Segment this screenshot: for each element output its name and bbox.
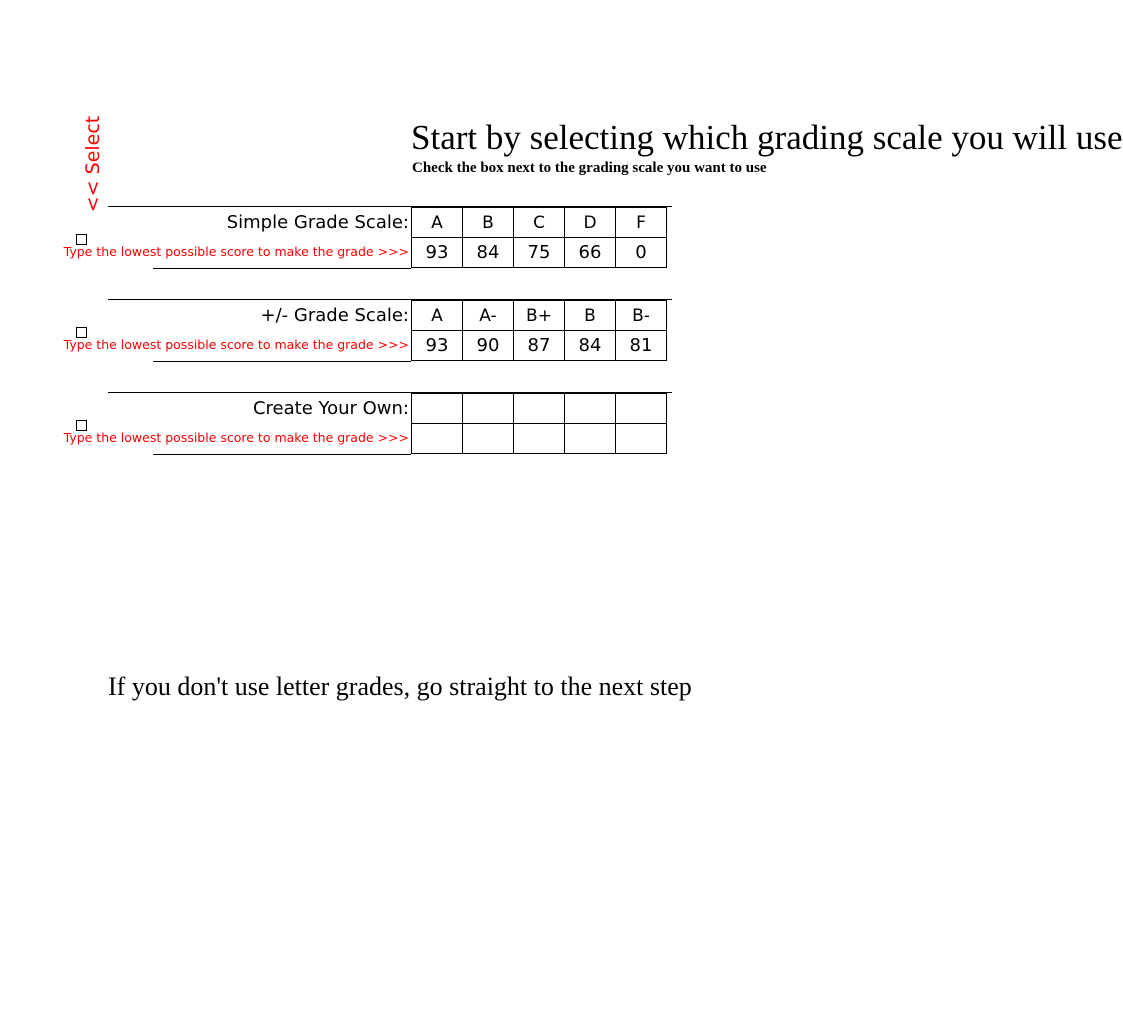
custom-letter-cell[interactable] [412, 394, 463, 424]
simple-letter-cell[interactable]: B [463, 208, 514, 238]
plusminus-score-cell[interactable]: 81 [616, 331, 667, 361]
simple-score-cell[interactable]: 93 [412, 238, 463, 268]
plusminus-letter-cell[interactable]: B- [616, 301, 667, 331]
simple-score-cell[interactable]: 75 [514, 238, 565, 268]
plusminus-scale-hint-text: Type the lowest possible score to make the grade >>> [63, 337, 409, 352]
plusminus-score-row [412, 331, 667, 361]
simple-scale-bottom-divider [153, 268, 411, 269]
plusminus-score-cell[interactable]: 93 [412, 331, 463, 361]
simple-letter-cell[interactable]: A [412, 208, 463, 238]
plusminus-score-cell[interactable]: 90 [463, 331, 514, 361]
custom-scale-hint-text: Type the lowest possible score to make the grade >>> [63, 430, 409, 445]
plusminus-scale-hint [63, 337, 409, 353]
plusminus-score-cell[interactable]: 87 [514, 331, 565, 361]
plusminus-letter-row [412, 301, 667, 331]
no-letter-grades-note: If you don't use letter grades, go straight to the next step [108, 672, 692, 701]
simple-letter-cell[interactable]: D [565, 208, 616, 238]
plusminus-score-cell[interactable]: 84 [565, 331, 616, 361]
custom-score-cell[interactable] [616, 424, 667, 454]
select-side-text: << Select [82, 115, 104, 213]
simple-score-cell[interactable]: 0 [616, 238, 667, 268]
simple-letter-row [412, 208, 667, 238]
custom-scale-grid [411, 393, 667, 454]
plusminus-letter-cell[interactable]: A- [463, 301, 514, 331]
custom-score-cell[interactable] [412, 424, 463, 454]
plusminus-letter-cell[interactable]: B+ [514, 301, 565, 331]
custom-letter-cell[interactable] [463, 394, 514, 424]
plusminus-scale-bottom-divider [153, 361, 411, 362]
custom-score-row [412, 424, 667, 454]
custom-score-cell[interactable] [565, 424, 616, 454]
simple-scale-label: Simple Grade Scale: [226, 212, 409, 233]
custom-score-cell[interactable] [463, 424, 514, 454]
select-side-label [78, 115, 108, 213]
page-title: Start by selecting which grading scale you will use [411, 118, 1123, 157]
plusminus-scale-grid [411, 300, 667, 361]
custom-scale-hint [63, 430, 409, 446]
custom-score-cell[interactable] [514, 424, 565, 454]
simple-score-cell[interactable]: 66 [565, 238, 616, 268]
custom-letter-cell[interactable] [514, 394, 565, 424]
simple-scale-grid [411, 207, 667, 268]
custom-scale-bottom-divider [153, 454, 411, 455]
plusminus-letter-cell[interactable]: B [565, 301, 616, 331]
page-subtitle: Check the box next to the grading scale you want to use [412, 160, 767, 176]
simple-scale-hint-text: Type the lowest possible score to make the grade >>> [63, 244, 409, 259]
simple-scale-hint [63, 244, 409, 260]
simple-score-cell[interactable]: 84 [463, 238, 514, 268]
simple-letter-cell[interactable]: F [616, 208, 667, 238]
plusminus-scale-label: +/- Grade Scale: [260, 305, 409, 326]
simple-letter-cell[interactable]: C [514, 208, 565, 238]
custom-letter-cell[interactable] [616, 394, 667, 424]
plusminus-letter-cell[interactable]: A [412, 301, 463, 331]
simple-score-row [412, 238, 667, 268]
custom-letter-cell[interactable] [565, 394, 616, 424]
custom-letter-row [412, 394, 667, 424]
custom-scale-label: Create Your Own: [252, 398, 409, 419]
